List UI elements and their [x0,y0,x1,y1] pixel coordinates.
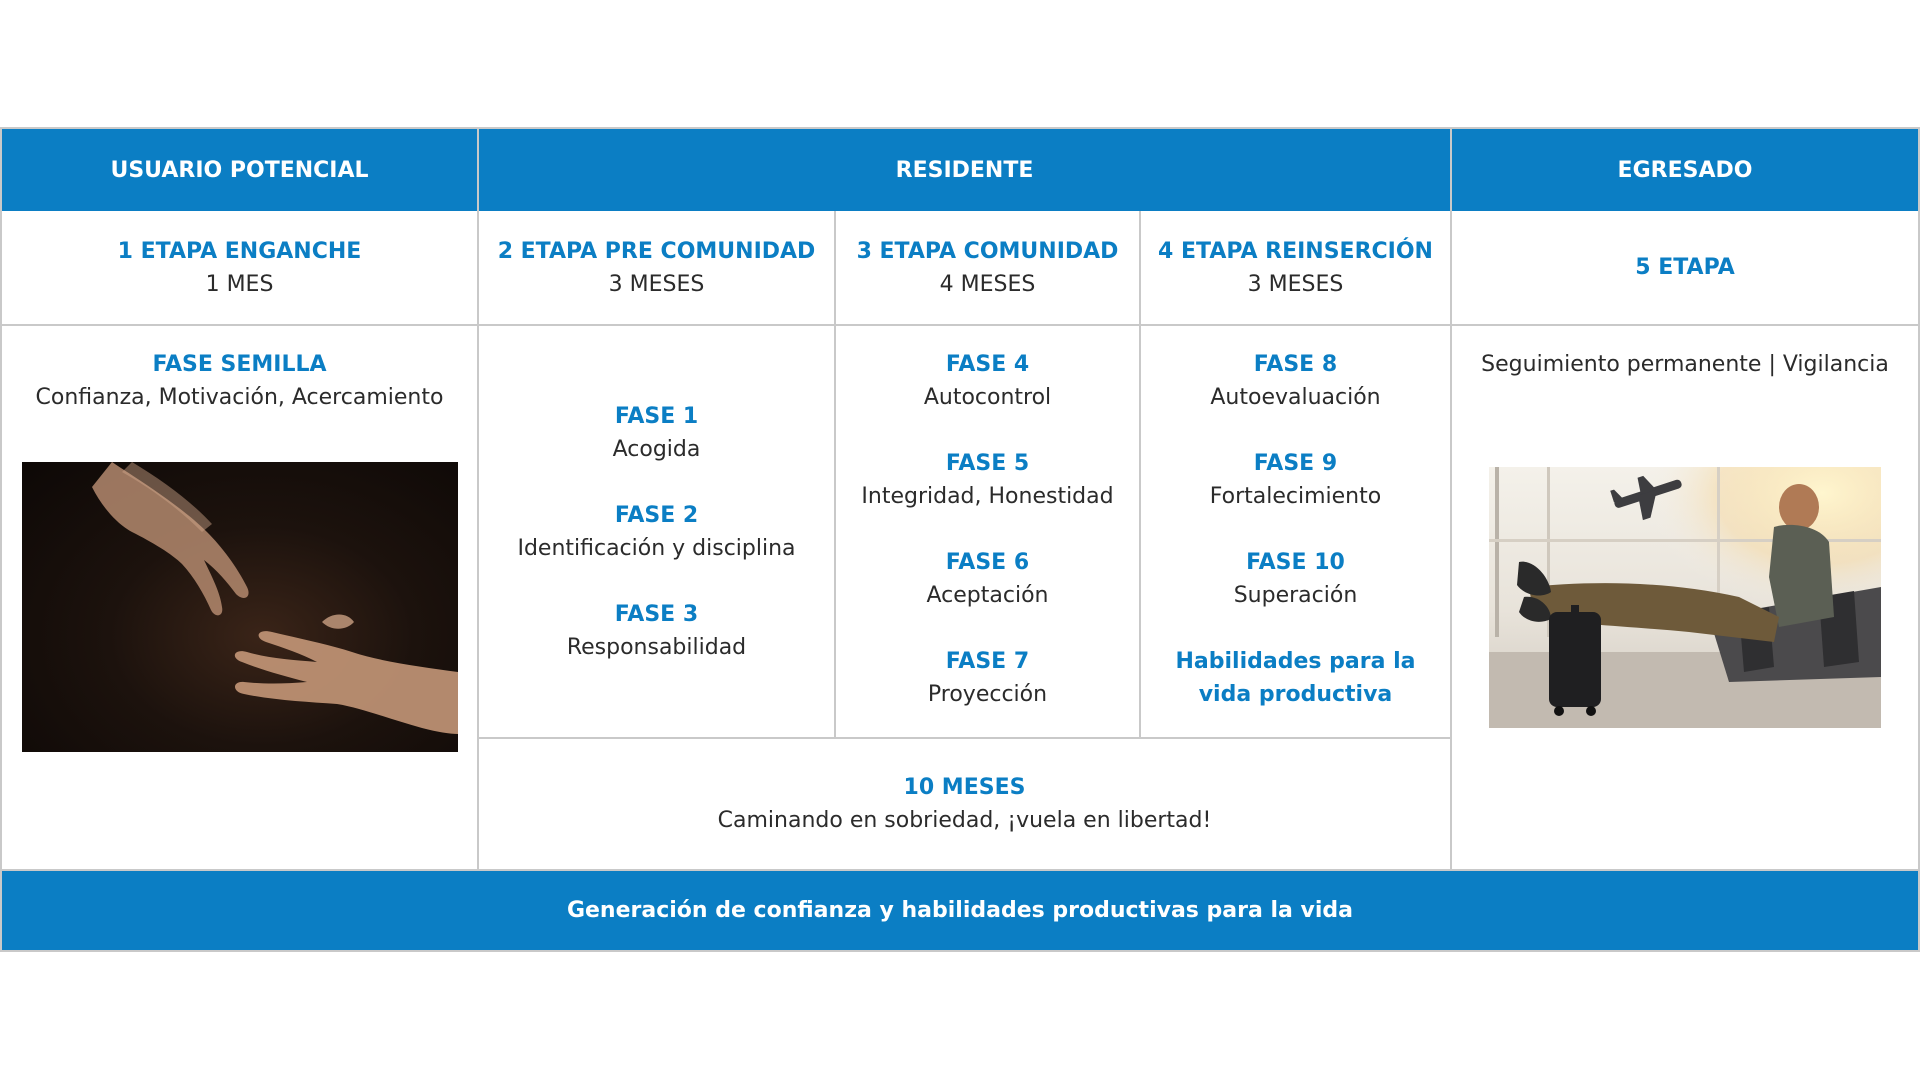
stage-5 [1452,211,1920,326]
seed-phase-cell [0,326,479,871]
header-usuario-potencial-label: USUARIO POTENCIAL [110,157,369,183]
reaching-hands-photo [22,462,458,752]
phases-4-7-cell [836,326,1141,739]
phase-5-desc: Integridad, Honestidad [861,484,1114,509]
header-residente-label: RESIDENTE [895,157,1034,183]
stage-2 [479,211,836,326]
header-usuario-potencial [0,127,479,211]
footer-text: Generación de confianza y habilidades productivas para la vida [566,898,1354,923]
stage-2-duration: 3 MESES [608,271,705,297]
phase-7-desc: Proyección [927,682,1048,707]
productive-skills-phase [1176,645,1416,711]
phase-6-desc: Aceptación [926,583,1049,608]
footer-banner [0,871,1920,952]
phase-5-title: FASE 5 [945,451,1030,476]
stage-1-title: 1 ETAPA ENGANCHE [117,238,362,264]
phase-2-title: FASE 2 [614,502,699,528]
ten-months-desc: Caminando en sobriedad, ¡vuela en libertad! [717,808,1212,833]
stage-3-duration: 4 MESES [939,271,1036,297]
phase-2-desc: Identificación y disciplina [517,535,796,561]
phase-9-desc: Fortalecimiento [1209,484,1382,509]
ten-months-cell [479,739,1452,871]
stage-4-title: 4 ETAPA REINSERCIÓN [1158,238,1433,264]
program-table [0,127,1920,952]
stage-3-title: 3 ETAPA COMUNIDAD [856,238,1119,264]
phase-5 [861,447,1113,513]
phase-8-title: FASE 8 [1253,352,1338,377]
stage-2-title: 2 ETAPA PRE COMUNIDAD [497,238,816,264]
phase-9-title: FASE 9 [1253,451,1338,476]
phase-3-desc: Responsabilidad [566,634,747,660]
stage-3 [836,211,1141,326]
phase-2 [517,499,795,565]
stage-1-duration: 1 MES [205,271,274,297]
phase-1-desc: Acogida [612,436,701,462]
phase-8-desc: Autoevaluación [1210,385,1381,410]
phase-8 [1210,348,1380,414]
productive-skills-title-line2: vida productiva [1198,682,1393,707]
phase-1-title: FASE 1 [614,403,699,429]
seed-phase-desc: Confianza, Motivación, Acercamiento [35,385,444,410]
phase-7-title: FASE 7 [945,649,1030,674]
phase-7 [928,645,1047,711]
ten-months-title: 10 MESES [903,775,1026,800]
phase-10-desc: Superación [1233,583,1358,608]
phase-1 [613,400,701,466]
phase-10-title: FASE 10 [1246,550,1345,575]
graduate-cell [1452,326,1920,871]
phase-3-title: FASE 3 [614,601,699,627]
stage-1 [0,211,479,326]
airport-traveler-photo [1489,467,1881,728]
phase-9 [1210,447,1381,513]
phases-8-10-cell [1141,326,1452,739]
phase-4-title: FASE 4 [945,352,1030,377]
phases-1-3-cell [479,326,836,739]
header-egresado-label: EGRESADO [1617,157,1753,183]
stage-4 [1141,211,1452,326]
phase-4-desc: Autocontrol [923,385,1052,410]
graduate-followup-text: Seguimiento permanente | Vigilancia [1481,352,1889,377]
phase-4 [924,348,1051,414]
phase-3 [567,598,746,664]
phase-10 [1234,546,1358,612]
header-egresado [1452,127,1920,211]
stage-5-title: 5 ETAPA [1635,255,1735,280]
seed-phase-title: FASE SEMILLA [152,352,327,377]
phase-6 [927,546,1049,612]
phase-6-title: FASE 6 [945,550,1030,575]
header-residente [479,127,1452,211]
productive-skills-title-line1: Habilidades para la [1175,649,1416,674]
stage-4-duration: 3 MESES [1247,271,1344,297]
